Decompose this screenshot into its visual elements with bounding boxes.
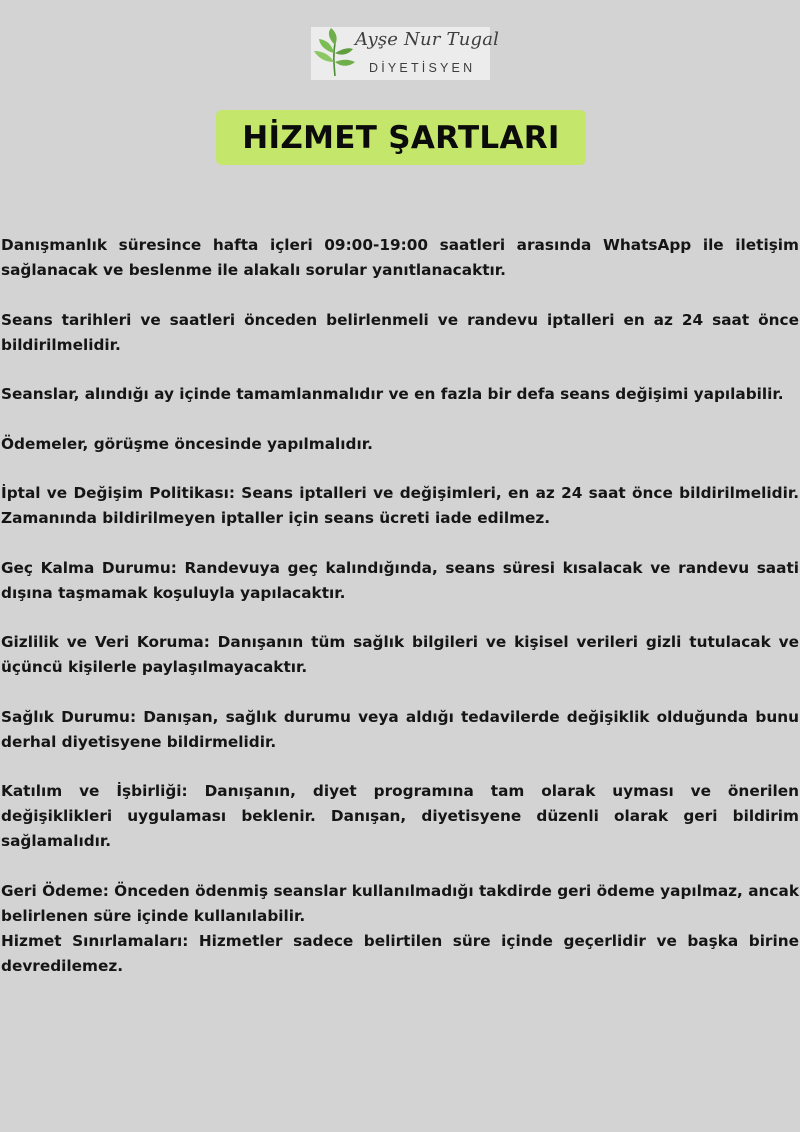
term-paragraph: Geç Kalma Durumu: Randevuya geç kalındığında, seans süresi kısalacak ve randevu saati dışına taşmamak koşuluyla yapılacaktır. <box>1 558 799 602</box>
logo-script-name: Ayşe Nur Tugal <box>355 29 500 50</box>
term-paragraph: Sağlık Durumu: Danışan, sağlık durumu veya aldığı tedavilerde değişiklik olduğunda bunu derhal diyetisyene bildirmelidir. <box>1 707 799 751</box>
term-paragraph: Hizmet Sınırlamaları: Hizmetler sadece belirtilen süre içinde geçerlidir ve başka birine devredilemez. <box>1 931 799 975</box>
term-paragraph: Ödemeler, görüşme öncesinde yapılmalıdır. <box>1 434 373 453</box>
term-paragraph: Geri Ödeme: Önceden ödenmiş seanslar kullanılmadığı takdirde geri ödeme yapılmaz, ancak belirlenen süre içinde kullanılabilir. <box>1 881 799 925</box>
term-paragraph: Danışmanlık süresince hafta içleri 09:00-19:00 saatleri arasında WhatsApp ile iletişim sağlanacak ve beslenme ile alakalı sorular yanıtlanacaktır. <box>1 236 799 279</box>
terms-content <box>1 233 799 979</box>
brand-logo <box>311 27 500 80</box>
term-paragraph: Gizlilik ve Veri Koruma: Danışanın tüm sağlık bilgileri ve kişisel verileri gizli tutulacak ve üçüncü kişilerle paylaşılmayacaktır. <box>1 633 799 676</box>
page-title: HİZMET ŞARTLARI <box>242 119 560 156</box>
logo-subtitle: DİYETİSYEN <box>369 61 476 75</box>
page-title-banner <box>216 110 586 165</box>
term-paragraph: İptal ve Değişim Politikası: Seans iptalleri ve değişimleri, en az 24 saat önce bildirilmelidir. Zamanında bildirilmeyen iptaller için seans ücreti iade edilmez. <box>1 484 799 527</box>
term-paragraph: Seanslar, alındığı ay içinde tamamlanmalıdır ve en fazla bir defa seans değişimi yapılabilir. <box>1 385 784 403</box>
term-paragraph: Seans tarihleri ve saatleri önceden belirlenmeli ve randevu iptalleri en az 24 saat önce bildirilmelidir. <box>1 310 799 354</box>
term-paragraph: Katılım ve İşbirliği: Danışanın, diyet programına tam olarak uyması ve önerilen değişiklikleri uygulaması beklenir. Danışan, diyetisyene düzenli olarak geri bildirim sağlamalıdır. <box>1 782 799 850</box>
